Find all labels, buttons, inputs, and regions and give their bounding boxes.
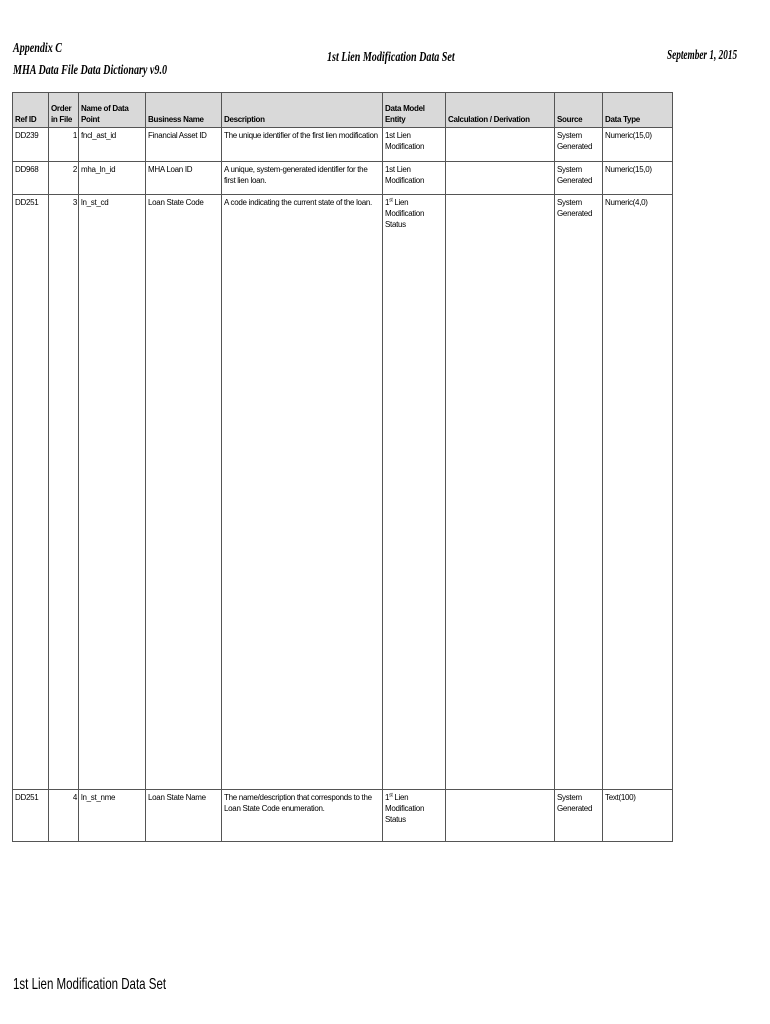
column-header-name: Name of Data Point [79, 93, 146, 128]
cell-description: The unique identifier of the first lien modification [222, 128, 383, 162]
cell-ref-id: DD239 [13, 128, 49, 162]
table-row [13, 162, 673, 195]
appendix-label: Appendix C [13, 41, 63, 56]
entity-superscript: st [389, 197, 393, 204]
cell-data-type: Numeric(15,0) [603, 128, 673, 162]
cell-description: A code indicating the current state of the loan. [222, 195, 383, 790]
entity-text: 1st Lien Modification [385, 131, 425, 151]
cell-description: A unique, system-generated identifier for the first lien loan. [222, 162, 383, 195]
page-footer: 1st Lien Modification Data Set [13, 976, 167, 993]
cell-entity [383, 162, 446, 195]
document-date: September 1, 2015 [667, 48, 738, 63]
cell-description: The name/description that corresponds to the Loan State Code enumeration. [222, 790, 383, 842]
cell-data-type: Numeric(15,0) [603, 162, 673, 195]
cell-ref-id: DD251 [13, 195, 49, 790]
column-header-business-name: Business Name [146, 93, 222, 128]
entity-text: 1 [385, 198, 390, 207]
cell-source: System Generated [555, 195, 603, 790]
cell-data-type: Text(100) [603, 790, 673, 842]
cell-business-name: MHA Loan ID [146, 162, 222, 195]
document-header [13, 38, 167, 82]
cell-data-type: Numeric(4,0) [603, 195, 673, 790]
entity-superscript: st [389, 792, 393, 799]
column-header-order: Order in File [49, 93, 79, 128]
data-dictionary-table [12, 92, 673, 842]
cell-calculation [446, 195, 555, 790]
cell-name: ln_st_cd [79, 195, 146, 790]
table-row [13, 790, 673, 842]
cell-calculation [446, 162, 555, 195]
cell-name: ln_st_nme [79, 790, 146, 842]
column-header-ref-id: Ref ID [13, 93, 49, 128]
column-header-data-type: Data Type [603, 93, 673, 128]
table-row [13, 195, 673, 790]
cell-name: mha_ln_id [79, 162, 146, 195]
entity-text: 1 [385, 793, 390, 802]
cell-business-name: Financial Asset ID [146, 128, 222, 162]
cell-calculation [446, 128, 555, 162]
data-set-title: 1st Lien Modification Data Set [327, 50, 455, 65]
entity-text-rest: Lien Modification Status [385, 793, 425, 824]
cell-order: 1 [49, 128, 79, 162]
cell-name: fncl_ast_id [79, 128, 146, 162]
document-title: MHA Data File Data Dictionary v9.0 [13, 63, 168, 78]
column-header-calculation: Calculation / Derivation [446, 93, 555, 128]
cell-calculation [446, 790, 555, 842]
cell-business-name: Loan State Code [146, 195, 222, 790]
cell-entity [383, 195, 446, 790]
column-header-entity: Data Model Entity [383, 93, 446, 128]
table-header-row [13, 93, 673, 128]
cell-entity [383, 128, 446, 162]
cell-source: System Generated [555, 790, 603, 842]
entity-text: 1st Lien Modification [385, 165, 425, 185]
cell-source: System Generated [555, 162, 603, 195]
table-row [13, 128, 673, 162]
cell-source: System Generated [555, 128, 603, 162]
column-header-description: Description [222, 93, 383, 128]
entity-text-rest: Lien Modification Status [385, 198, 425, 229]
column-header-source: Source [555, 93, 603, 128]
cell-order: 4 [49, 790, 79, 842]
cell-business-name: Loan State Name [146, 790, 222, 842]
cell-order: 3 [49, 195, 79, 790]
cell-entity [383, 790, 446, 842]
cell-order: 2 [49, 162, 79, 195]
cell-ref-id: DD968 [13, 162, 49, 195]
cell-ref-id: DD251 [13, 790, 49, 842]
